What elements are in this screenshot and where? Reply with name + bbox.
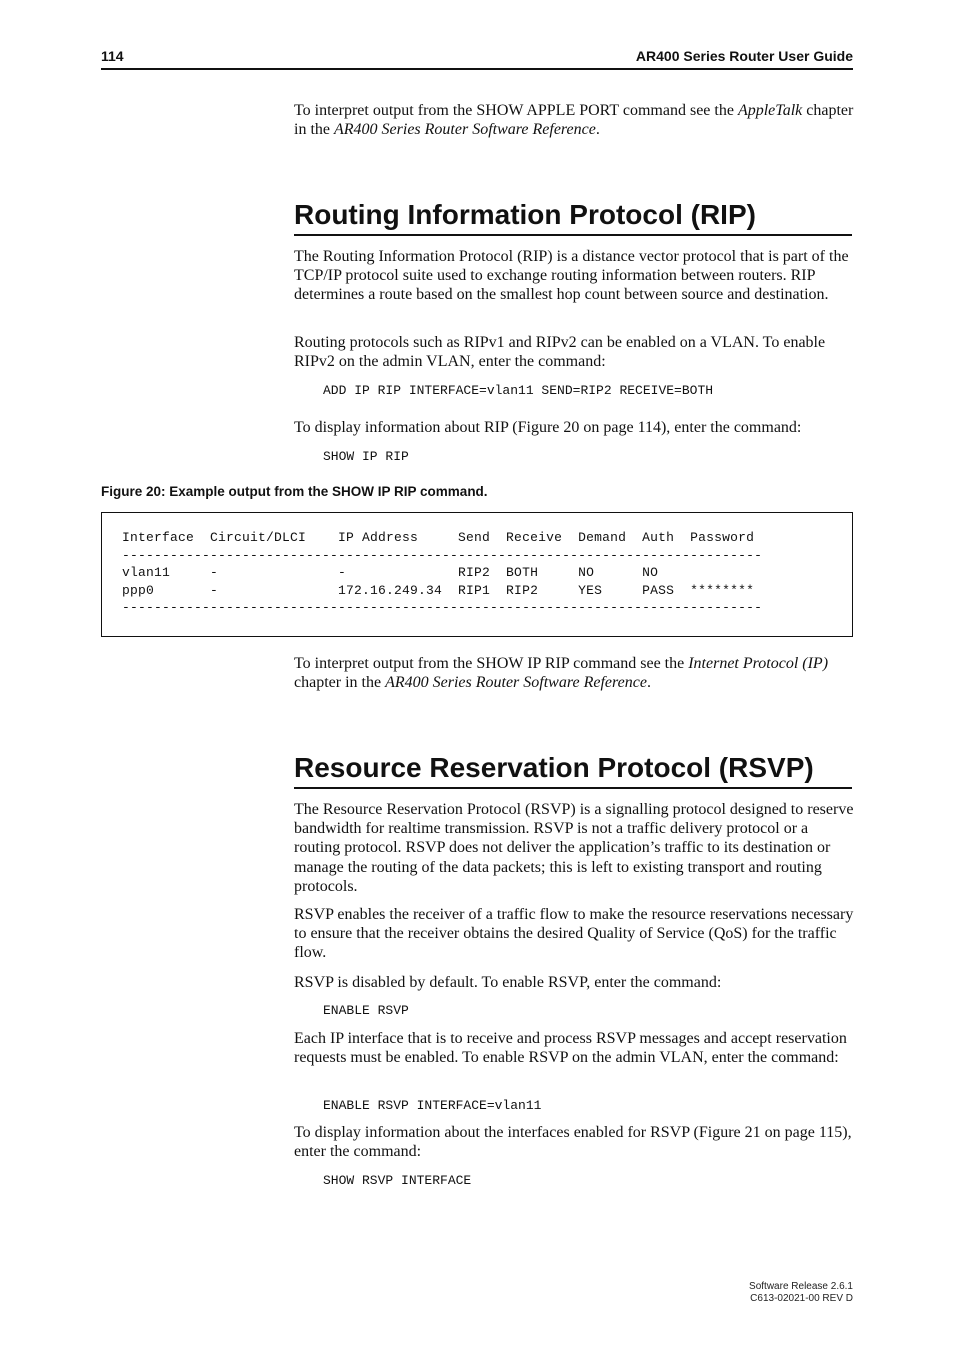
rip-heading: Routing Information Protocol (RIP) <box>294 198 852 236</box>
rsvp-paragraph-1: The Resource Reservation Protocol (RSVP) is a signalling protocol designed to reserve bandwidth for realtime transmission. RSVP is not a traffic delivery protocol or a routing protocol. RSVP does not deliver the application’s traffic to its destination or manage the routing of the data packets; this is left to existing transport and routing protocols. <box>294 801 854 895</box>
rsvp-paragraph-3: RSVP is disabled by default. To enable RSVP, enter the command: <box>294 974 722 991</box>
footer-doc-code: C613-02021-00 REV D <box>750 1293 853 1304</box>
rip-command-add: ADD IP RIP INTERFACE=vlan11 SEND=RIP2 RECEIVE=BOTH <box>323 383 714 398</box>
page-footer <box>749 1281 853 1305</box>
rip-output-table: Interface Circuit/DLCI IP Address Send Receive Demand Auth Password -------------------------------------------------------------------------------- vlan11 - - RIP2 BOTH NO NO ppp0 - 172.16.249.34 RIP1 RIP2 YES PASS ******** -------------------------------------------------------------------------------- <box>122 530 763 616</box>
page-number: 114 <box>101 48 124 64</box>
rsvp-paragraph-4: Each IP interface that is to receive and process RSVP messages and accept reservation requests must be enabled. To enable RSVP on the admin VLAN, enter the command: <box>294 1030 847 1067</box>
figure-20-box <box>101 512 853 637</box>
rip-interpret-paragraph: To interpret output from the SHOW IP RIP command see the Internet Protocol (IP) chapter in the AR400 Series Router Software Reference. <box>294 655 829 692</box>
rsvp-command-enable-interface: ENABLE RSVP INTERFACE=vlan11 <box>323 1098 542 1113</box>
intro-section <box>294 101 854 139</box>
rsvp-heading: Resource Reservation Protocol (RSVP) <box>294 751 852 789</box>
rsvp-paragraph-5: To display information about the interfaces enabled for RSVP (Figure 21 on page 115), enter the command: <box>294 1124 852 1161</box>
figure-20-caption: Figure 20: Example output from the SHOW IP RIP command. <box>101 484 488 499</box>
rsvp-paragraph-2: RSVP enables the receiver of a traffic flow to make the resource reservations necessary to ensure that the receiver obtains the desired Quality of Service (QoS) for the traffic flow. <box>294 906 854 962</box>
rip-paragraph-2: Routing protocols such as RIPv1 and RIPv2 can be enabled on a VLAN. To enable RIPv2 on the admin VLAN, enter the command: <box>294 334 826 371</box>
intro-paragraph: To interpret output from the SHOW APPLE PORT command see the AppleTalk chapter in the AR400 Series Router Software Reference. <box>294 102 854 139</box>
rsvp-command-enable: ENABLE RSVP <box>323 1003 409 1018</box>
footer-release: Software Release 2.6.1 <box>749 1281 853 1292</box>
rip-paragraph-3: To display information about RIP (Figure 20 on page 114), enter the command: <box>294 419 802 436</box>
rip-command-show: SHOW IP RIP <box>323 449 409 464</box>
page-header <box>101 48 853 70</box>
running-title: AR400 Series Router User Guide <box>635 48 853 64</box>
rsvp-command-show-interface: SHOW RSVP INTERFACE <box>323 1173 472 1188</box>
rip-paragraph-1: The Routing Information Protocol (RIP) is a distance vector protocol that is part of the TCP/IP protocol suite used to exchange routing information between routers. RIP determines a route based on the smallest hop count between source and destination. <box>294 248 849 304</box>
